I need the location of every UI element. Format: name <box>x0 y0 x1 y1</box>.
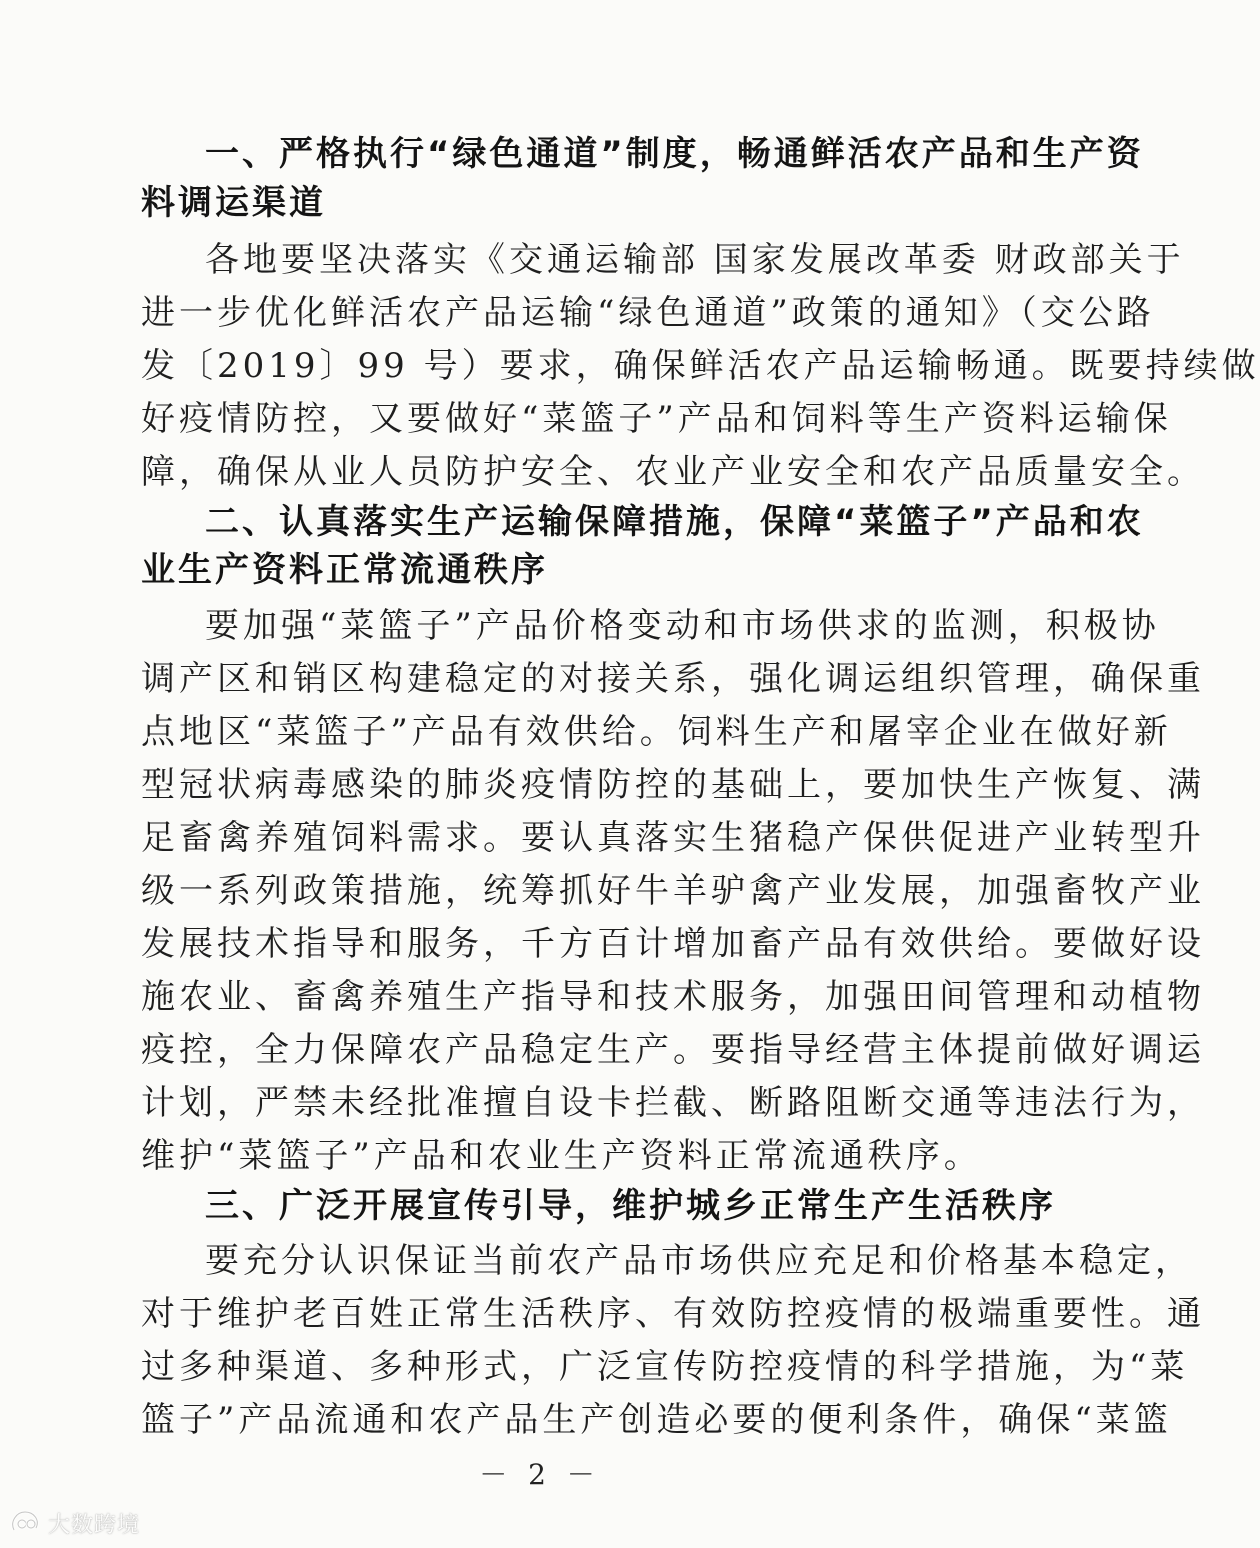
section-1-body-line-3: 发〔2019〕99 号）要求，确保鲜活农产品运输畅通。既要持续做 <box>141 346 1260 386</box>
section-3-heading: 三、广泛开展宣传引导，维护城乡正常生产生活秩序 <box>205 1186 1056 1226</box>
section-2-body-line-7: 发展技术指导和服务，千方百计增加畜产品有效供给。要做好设 <box>141 924 1205 964</box>
section-2-body-line-5: 足畜禽养殖饲料需求。要认真落实生猪稳产保供促进产业转型升 <box>141 818 1205 858</box>
section-1-heading-line-2: 料调运渠道 <box>141 183 326 223</box>
section-2-body-line-4: 型冠状病毒感染的肺炎疫情防控的基础上，要加快生产恢复、满 <box>141 765 1205 805</box>
section-2-body-line-10: 计划，严禁未经批准擅自设卡拦截、断路阻断交通等违法行为， <box>141 1083 1205 1123</box>
section-2-body-line-11: 维护“菜篮子”产品和农业生产资料正常流通秩序。 <box>141 1136 982 1176</box>
section-2-body-line-9: 疫控，全力保障农产品稳定生产。要指导经营主体提前做好调运 <box>141 1030 1205 1070</box>
section-3-body-line-4: 篮子”产品流通和农产品生产创造必要的便利条件，确保“菜篮 <box>141 1400 1172 1440</box>
page-number: － 2 － <box>479 1458 601 1491</box>
section-2-body-line-2: 调产区和销区构建稳定的对接关系，强化调运组织管理，确保重 <box>141 659 1205 699</box>
section-1-heading-line-1: 一、严格执行“绿色通道”制度，畅通鲜活农产品和生产资 <box>205 134 1144 174</box>
watermark <box>8 1506 140 1540</box>
section-2-body-line-6: 级一系列政策措施，统筹抓好牛羊驴禽产业发展，加强畜牧产业 <box>141 871 1205 911</box>
section-2-body-line-1: 要加强“菜篮子”产品价格变动和市场供求的监测，积极协 <box>205 606 1160 646</box>
section-3-body-line-3: 过多种渠道、多种形式，广泛宣传防控疫情的科学措施，为“菜 <box>141 1347 1189 1387</box>
section-2-heading-line-1: 二、认真落实生产运输保障措施，保障“菜篮子”产品和农 <box>205 502 1144 542</box>
section-1-body-line-5: 障，确保从业人员防护安全、农业产业安全和农产品质量安全。 <box>141 452 1205 492</box>
section-1-body-line-4: 好疫情防控，又要做好“菜篮子”产品和饲料等生产资料运输保 <box>141 399 1172 439</box>
watermark-text: 大数跨境 <box>48 1512 141 1538</box>
section-3-body-line-1: 要充分认识保证当前农产品市场供应充足和价格基本稳定， <box>205 1241 1193 1281</box>
section-2-body-line-3: 点地区“菜篮子”产品有效供给。饲料生产和屠宰企业在做好新 <box>141 712 1172 752</box>
section-1-body-line-1: 各地要坚决落实《交通运输部 国家发展改革委 财政部关于 <box>205 240 1185 280</box>
section-2-body-line-8: 施农业、畜禽养殖生产指导和技术服务，加强田间管理和动植物 <box>141 977 1205 1017</box>
section-3-body-line-2: 对于维护老百姓正常生活秩序、有效防控疫情的极端重要性。通 <box>141 1294 1205 1334</box>
section-2-heading-line-2: 业生产资料正常流通秩序 <box>141 550 548 590</box>
watermark-logo-icon <box>8 1508 42 1538</box>
section-1-body-line-2: 进一步优化鲜活农产品运输“绿色通道”政策的通知》（交公路 <box>141 293 1155 333</box>
